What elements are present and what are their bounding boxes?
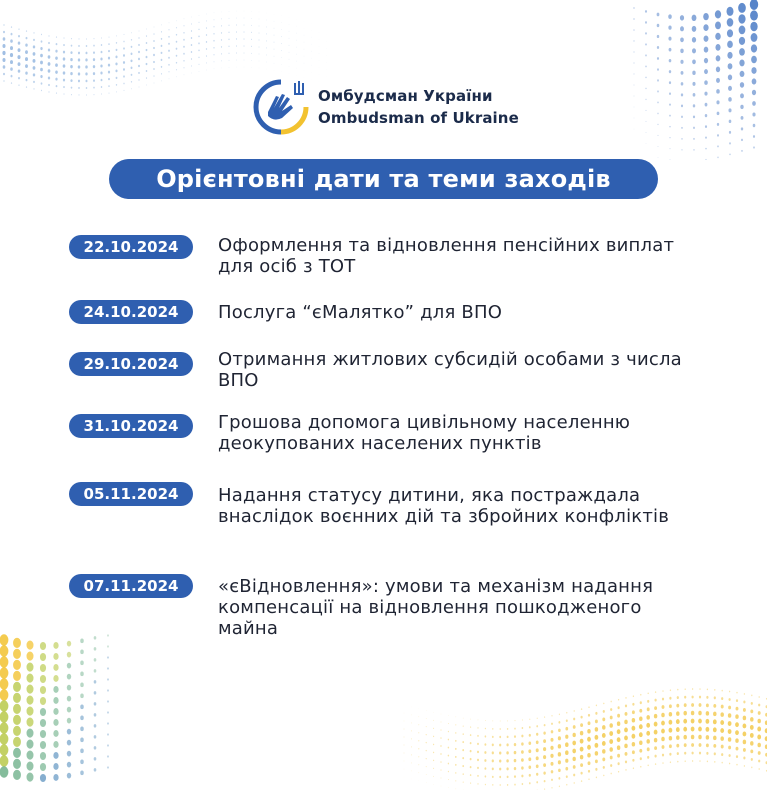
trident-icon — [294, 81, 304, 95]
decorative-dot-wave-top-right — [630, 0, 767, 160]
event-date: 22.10.2024 — [69, 235, 193, 259]
page-title: Орієнтовні дати та теми заходів — [109, 159, 658, 199]
event-topic: Надання статусу дитини, яка постраждала внаслідок воєнних дій та збройних конфліктів — [218, 485, 670, 527]
ombudsman-logo — [252, 78, 519, 136]
decorative-dot-wave-bottom-right — [400, 675, 767, 790]
brand-name-ukrainian: Омбудсман України — [318, 87, 493, 105]
event-date: 07.11.2024 — [69, 574, 193, 598]
decorative-dot-wave-bottom-left — [0, 630, 120, 790]
event-date: 31.10.2024 — [69, 414, 193, 438]
event-date: 05.11.2024 — [69, 482, 193, 506]
event-topic: Отримання житлових субсидій особами з числа ВПО — [218, 349, 682, 391]
ombudsman-logo-icon — [252, 78, 310, 136]
event-date: 24.10.2024 — [69, 300, 193, 324]
brand-name-english: Ombudsman of Ukraine — [318, 109, 519, 127]
event-date: 29.10.2024 — [69, 352, 193, 376]
event-topic: Оформлення та відновлення пенсійних виплат для осіб з ТОТ — [218, 235, 675, 277]
event-topic: Послуга “єМалятко” для ВПО — [218, 302, 503, 323]
event-topic: Грошова допомога цивільному населенню деокупованих населених пунктів — [218, 412, 631, 454]
event-topic: «єВідновлення»: умови та механізм надання компенсації на відновлення пошкодженого майна — [218, 576, 654, 639]
